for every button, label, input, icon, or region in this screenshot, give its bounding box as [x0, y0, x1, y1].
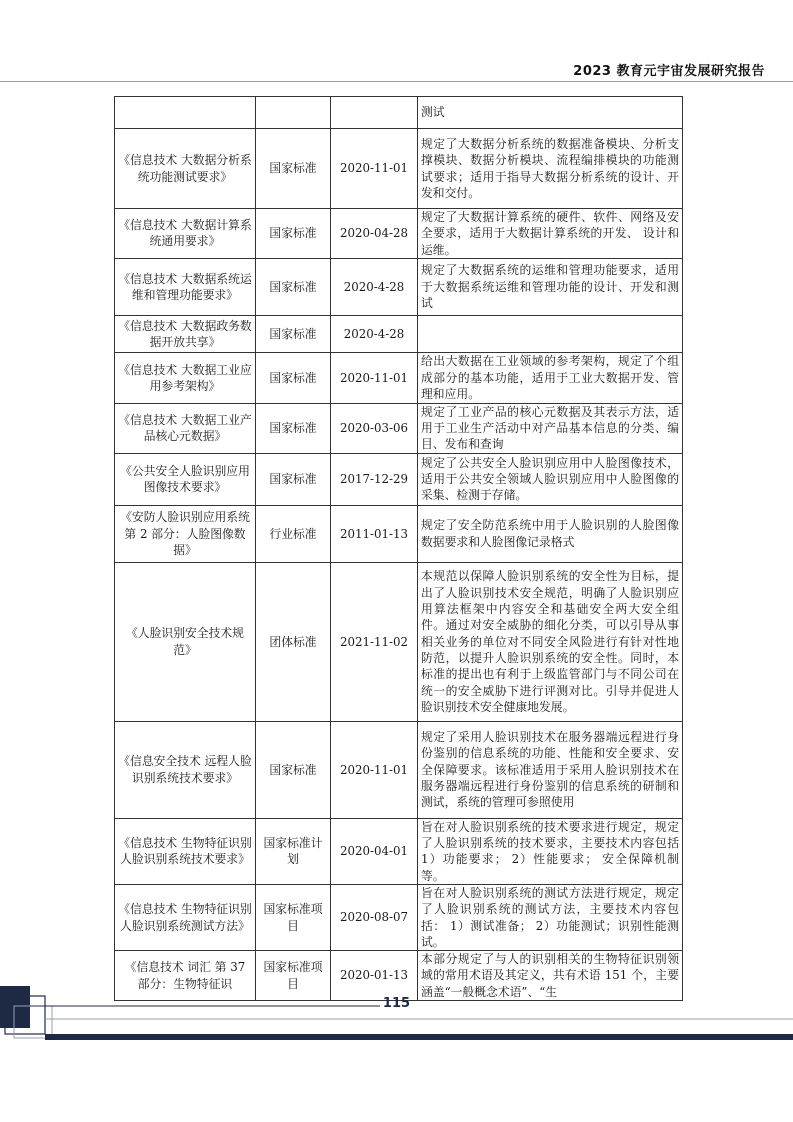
standard-name: 《安防人脸识别应用系统第 2 部分：人脸图像数据》 [115, 505, 256, 562]
standard-name: 《信息技术 大数据工业产品核心元数据》 [115, 403, 256, 453]
standard-name: 《信息技术 大数据政务数据开放共享》 [115, 315, 256, 352]
standard-date [331, 97, 418, 129]
standard-date: 2020-04-01 [331, 818, 418, 884]
standard-date: 2021-11-02 [331, 562, 418, 721]
standard-description: 测试 [418, 97, 683, 129]
standard-type: 国家标准 [256, 209, 331, 259]
table-row [115, 562, 683, 721]
standard-type: 国家标准 [256, 258, 331, 315]
standard-date: 2020-4-28 [331, 315, 418, 352]
standard-type: 团体标准 [256, 562, 331, 721]
table-row [115, 818, 683, 884]
standard-date: 2020-11-01 [331, 129, 418, 209]
standard-description: 规定了大数据计算系统的硬件、软件、网络及安全要求，适用于大数据计算系统的开发、 设计和运维。 [418, 209, 683, 259]
standard-type: 国家标准项目 [256, 884, 331, 950]
standard-description [418, 315, 683, 352]
standard-type: 国家标准 [256, 453, 331, 505]
table-row [115, 505, 683, 562]
standard-date: 2020-11-01 [331, 352, 418, 403]
standard-name: 《信息安全技术 远程人脸识别系统技术要求》 [115, 721, 256, 818]
standard-name: 《信息技术 大数据计算系统通用要求》 [115, 209, 256, 259]
standard-name: 《信息技术 大数据工业应用参考架构》 [115, 352, 256, 403]
report-title: 2023 教育元宇宙发展研究报告 [573, 64, 765, 79]
standard-name: 《公共安全人脸识别应用图像技术要求》 [115, 453, 256, 505]
table-row [115, 403, 683, 453]
standard-description: 规定了公共安全人脸识别应用中人脸图像技术，适用于公共安全领域人脸识别应用中人脸图像的采集、检测于存储。 [418, 453, 683, 505]
standard-name: 《信息技术 大数据系统运维和管理功能要求》 [115, 258, 256, 315]
standard-date: 2020-08-07 [331, 884, 418, 950]
standard-date: 2020-03-06 [331, 403, 418, 453]
standard-name [115, 97, 256, 129]
table-row [115, 721, 683, 818]
standard-description: 本部分规定了与人的识别相关的生物特征识别领域的常用术语及其定义，共有术语 151 个，主要涵盖“一般概念术语”、“生 [418, 951, 683, 1001]
standard-name: 《信息技术 生物特征识别 人脸识别系统技术要求》 [115, 818, 256, 884]
standard-description: 旨在对人脸识别系统的技术要求进行规定，规定了人脸识别系统的技术要求，主要技术内容包括 1）功能要求； 2）性能要求； 安全保障机制等。 [418, 818, 683, 884]
standard-description: 规定了大数据系统的运维和管理功能要求，适用于大数据系统运维和管理功能的设计、开发和测试 [418, 258, 683, 315]
standard-description: 规定了安全防范系统中用于人脸识别的人脸图像数据要求和人脸图像记录格式 [418, 505, 683, 562]
standard-name: 《信息技术 词汇 第 37 部分：生物特征识 [115, 951, 256, 1001]
standard-type: 国家标准计划 [256, 818, 331, 884]
standard-date: 2020-04-28 [331, 209, 418, 259]
standard-description: 给出大数据在工业领域的参考架构，规定了个组成部分的基本功能，适用于工业大数据开发、管理和应用。 [418, 352, 683, 403]
table-row [115, 315, 683, 352]
standard-type: 国家标准 [256, 352, 331, 403]
footer-navy-bar [45, 1034, 793, 1040]
table-row [115, 884, 683, 950]
table-row [115, 97, 683, 129]
standard-type: 国家标准 [256, 129, 331, 209]
standard-type [256, 97, 331, 129]
standard-description: 规定了采用人脸识别技术在服务器端远程进行身份鉴别的信息系统的功能、性能和安全要求、安全保障要求。该标准适用于采用人脸识别技术在服务器端远程进行身份鉴别的信息系统的研制和测试，系统的管理可参照使用 [418, 721, 683, 818]
standard-type: 国家标准 [256, 403, 331, 453]
table-row [115, 453, 683, 505]
standard-type: 国家标准项目 [256, 951, 331, 1001]
standards-table [114, 96, 683, 1001]
header-divider [0, 81, 793, 82]
table-row [115, 209, 683, 259]
standard-name: 《信息技术 大数据分析系统功能测试要求》 [115, 129, 256, 209]
standard-name: 《人脸识别安全技术规范》 [115, 562, 256, 721]
standard-type: 行业标准 [256, 505, 331, 562]
standard-date: 2011-01-13 [331, 505, 418, 562]
standard-type: 国家标准 [256, 315, 331, 352]
standard-description: 本规范以保障人脸识别系统的安全性为目标，提出了人脸识别技术安全规范，明确了人脸识别应用算法框架中内容安全和基础安全两大安全组件。通过对安全威胁的细化分类，可以引导从事相关业务的单位对不同安全风险进行有针对性地防范，以提升人脸识别系统的安全性。同时，本标准的提出也有利于上级监管部门与不同公司在统一的安全威胁下进行评测对比。引导并促进人脸识别技术安全健康地发展。 [418, 562, 683, 721]
standard-date: 2020-4-28 [331, 258, 418, 315]
standard-description: 规定了大数据分析系统的数据准备模块、分析支撑模块、数据分析模块、流程编排模块的功能测试要求；适用于指导大数据分析系统的设计、开发和交付。 [418, 129, 683, 209]
table-row [115, 258, 683, 315]
standard-date: 2017-12-29 [331, 453, 418, 505]
standard-description: 规定了工业产品的核心元数据及其表示方法，适用于工业生产活动中对产品基本信息的分类、编目、发布和查询 [418, 403, 683, 453]
standard-name: 《信息技术 生物特征识别 人脸识别系统测试方法》 [115, 884, 256, 950]
footer-decoration [0, 986, 793, 1056]
table-row [115, 352, 683, 403]
standard-date: 2020-01-13 [331, 951, 418, 1001]
standard-date: 2020-11-01 [331, 721, 418, 818]
table-row [115, 129, 683, 209]
page-number: 115 [382, 996, 411, 1011]
standard-type: 国家标准 [256, 721, 331, 818]
standard-description: 旨在对人脸识别系统的测试方法进行规定，规定了人脸识别系统的测试方法，主要技术内容包括： 1）测试准备； 2）功能测试；识别性能测试。 [418, 884, 683, 950]
